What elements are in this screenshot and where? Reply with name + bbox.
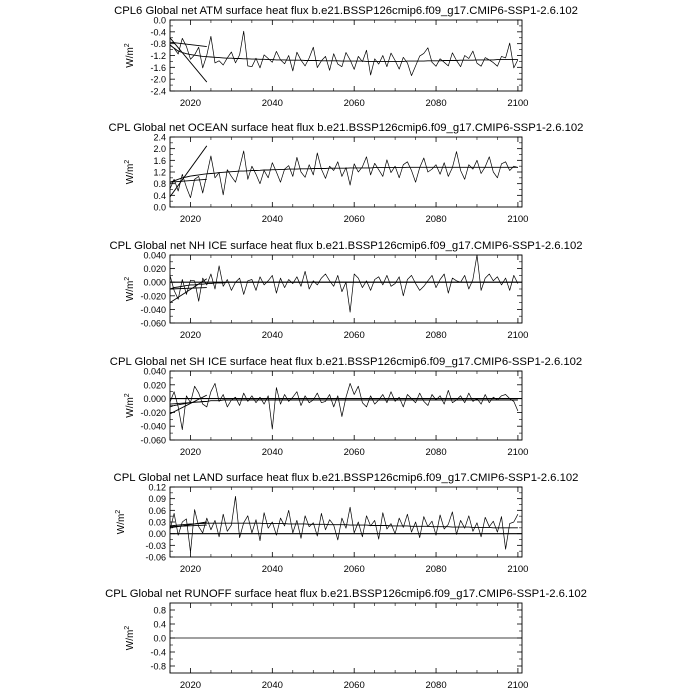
x-tick-label-nh-ice: 2020 (179, 330, 202, 341)
x-tick-label-land: 2060 (343, 564, 365, 575)
y-tick-label-ocean: 1.2 (153, 167, 166, 178)
x-tick-label-nh-ice: 2080 (425, 330, 447, 341)
y-axis-label-exponent-atm: 2 (124, 43, 131, 48)
y-axis-label-exponent-ocean: 2 (124, 159, 131, 164)
y-axis-label-nh-ice (124, 277, 136, 302)
panel-title-sh-ice: CPL Global net SH ICE surface heat flux b.e21.BSSP126cmip6.f09_g17.CMIP6-SSP1-2.6.102 (109, 356, 583, 368)
x-tick-label-sh-ice: 2060 (343, 447, 365, 458)
y-tick-label-runoff: -0.4 (150, 647, 166, 658)
x-tick-label-runoff: 2080 (425, 680, 447, 691)
series-line-ocean-1 (170, 151, 518, 198)
y-axis-label-base-land: W/m (116, 513, 127, 535)
y-tick-label-nh-ice: -0.040 (140, 304, 166, 315)
series-line-atm-1 (170, 31, 518, 75)
x-tick-label-nh-ice: 2060 (343, 330, 365, 341)
y-tick-label-sh-ice: -0.020 (140, 407, 166, 418)
y-tick-label-ocean: 0.4 (153, 190, 166, 201)
y-tick-label-atm: -2.4 (150, 86, 166, 97)
x-tick-label-runoff: 2040 (261, 680, 283, 691)
series-line-sh-ice-1 (170, 383, 518, 429)
plot-frame-nh-ice (170, 255, 522, 323)
y-tick-label-land: -0.03 (145, 540, 166, 551)
y-axis-label-exponent-land: 2 (115, 509, 122, 514)
y-tick-label-runoff: 0.4 (153, 619, 166, 630)
y-tick-label-nh-ice: -0.020 (140, 291, 166, 302)
y-tick-label-land: 0.00 (148, 529, 166, 540)
y-axis-label-exponent-runoff: 2 (124, 625, 131, 630)
plot-frame-atm (170, 20, 522, 91)
panel-title-land: CPL Global net LAND surface heat flux b.e21.BSSP126cmip6.f09_g17.CMIP6-SSP1-2.6.102 (113, 472, 579, 484)
panel-ocean (109, 122, 584, 225)
y-tick-label-sh-ice: 0.000 (143, 394, 166, 405)
y-axis-label-base-ocean: W/m (125, 163, 136, 185)
x-tick-label-ocean: 2080 (425, 214, 447, 225)
y-tick-label-sh-ice: 0.040 (143, 366, 166, 377)
x-tick-label-sh-ice: 2040 (261, 447, 283, 458)
x-tick-label-atm: 2080 (425, 98, 447, 109)
x-tick-label-sh-ice: 2080 (425, 447, 447, 458)
y-axis-label-base-runoff: W/m (125, 629, 136, 651)
series-line-nh-ice-2 (170, 282, 518, 289)
y-tick-label-atm: -1.2 (150, 51, 166, 61)
panel-nh-ice (109, 240, 582, 341)
y-axis-label-base-nh-ice: W/m (125, 280, 136, 302)
y-axis-label-exponent-nh-ice: 2 (124, 276, 131, 281)
y-axis-label-ocean (124, 160, 136, 185)
x-tick-label-ocean: 2060 (343, 214, 365, 225)
series-line-sh-ice-4 (170, 401, 207, 404)
y-tick-label-land: 0.06 (148, 505, 166, 516)
x-tick-label-runoff: 2020 (179, 680, 202, 691)
y-tick-label-land: 0.12 (148, 482, 166, 493)
panel-land (114, 472, 579, 575)
x-tick-label-sh-ice: 2100 (507, 447, 529, 458)
y-tick-label-ocean: 1.6 (153, 155, 166, 166)
y-axis-label-exponent-sh-ice: 2 (124, 393, 131, 398)
y-tick-label-ocean: 2.4 (153, 132, 166, 143)
panel-title-runoff: CPL Global net RUNOFF surface heat flux b.e21.BSSP126cmip6.f09_g17.CMIP6-SSP1-2.6.102 (105, 588, 587, 600)
y-tick-label-sh-ice: -0.040 (140, 421, 166, 432)
x-tick-label-ocean: 2100 (507, 214, 529, 225)
y-tick-label-land: -0.06 (145, 552, 166, 563)
series-line-nh-ice-1 (170, 255, 518, 312)
plot-frame-land (170, 487, 522, 557)
x-tick-label-land: 2080 (425, 564, 447, 575)
y-tick-label-ocean: 2.0 (153, 144, 166, 155)
x-tick-label-nh-ice: 2100 (507, 330, 529, 341)
x-tick-label-land: 2040 (261, 564, 283, 575)
panel-runoff (105, 588, 587, 691)
x-tick-label-nh-ice: 2040 (261, 330, 283, 341)
panel-atm (114, 5, 578, 109)
y-axis-label-atm (124, 43, 136, 68)
y-tick-label-atm: 0.0 (153, 15, 166, 26)
series-line-ocean-3 (170, 146, 207, 197)
x-tick-label-atm: 2100 (507, 98, 529, 109)
x-tick-label-sh-ice: 2020 (179, 447, 202, 458)
x-tick-label-atm: 2040 (261, 98, 283, 109)
y-tick-label-nh-ice: 0.040 (143, 250, 166, 261)
y-tick-label-nh-ice: 0.020 (143, 264, 166, 275)
x-tick-label-runoff: 2100 (507, 680, 529, 691)
y-tick-label-runoff: -0.8 (150, 661, 166, 672)
y-axis-label-runoff (124, 626, 136, 651)
x-tick-label-atm: 2060 (343, 98, 365, 109)
y-tick-label-atm: -0.4 (150, 27, 166, 38)
y-axis-label-base-sh-ice: W/m (125, 397, 136, 418)
panel-sh-ice (110, 356, 582, 458)
y-tick-label-nh-ice: 0.000 (143, 277, 166, 288)
y-axis-label-land (115, 510, 127, 535)
x-tick-label-ocean: 2040 (261, 214, 283, 225)
panel-title-ocean: CPL Global net OCEAN surface heat flux b.e21.BSSP126cmip6.f09_g17.CMIP6-SSP1-2.6.102 (108, 122, 584, 134)
y-axis-label-base-atm: W/m (125, 47, 136, 68)
y-axis-label-sh-ice (124, 393, 136, 418)
y-tick-label-atm: -1.6 (150, 62, 166, 73)
y-tick-label-ocean: 0.0 (153, 202, 166, 213)
plot-frame-sh-ice (170, 371, 522, 440)
y-tick-label-atm: -2.0 (150, 74, 166, 85)
panel-title-atm: CPL6 Global net ATM surface heat flux b.e21.BSSP126cmip6.f09_g17.CMIP6-SSP1-2.6.102 (114, 5, 578, 17)
y-tick-label-atm: -0.8 (150, 39, 166, 50)
x-tick-label-ocean: 2020 (179, 214, 202, 225)
y-tick-label-runoff: 0.0 (153, 633, 166, 644)
y-tick-label-sh-ice: -0.060 (140, 435, 166, 446)
y-tick-label-sh-ice: 0.020 (143, 380, 166, 391)
y-tick-label-ocean: 0.8 (153, 179, 166, 190)
x-tick-label-runoff: 2060 (343, 680, 365, 691)
y-tick-label-land: 0.03 (148, 517, 166, 528)
x-tick-label-land: 2020 (179, 564, 202, 575)
x-tick-label-atm: 2020 (179, 98, 202, 109)
y-tick-label-runoff: 0.8 (153, 605, 166, 616)
y-tick-label-land: 0.09 (148, 494, 166, 505)
x-tick-label-land: 2100 (507, 564, 529, 575)
panel-title-nh-ice: CPL Global net NH ICE surface heat flux b.e21.BSSP126cmip6.f09_g17.CMIP6-SSP1-2.6.102 (109, 240, 583, 252)
y-tick-label-nh-ice: -0.060 (140, 318, 166, 329)
